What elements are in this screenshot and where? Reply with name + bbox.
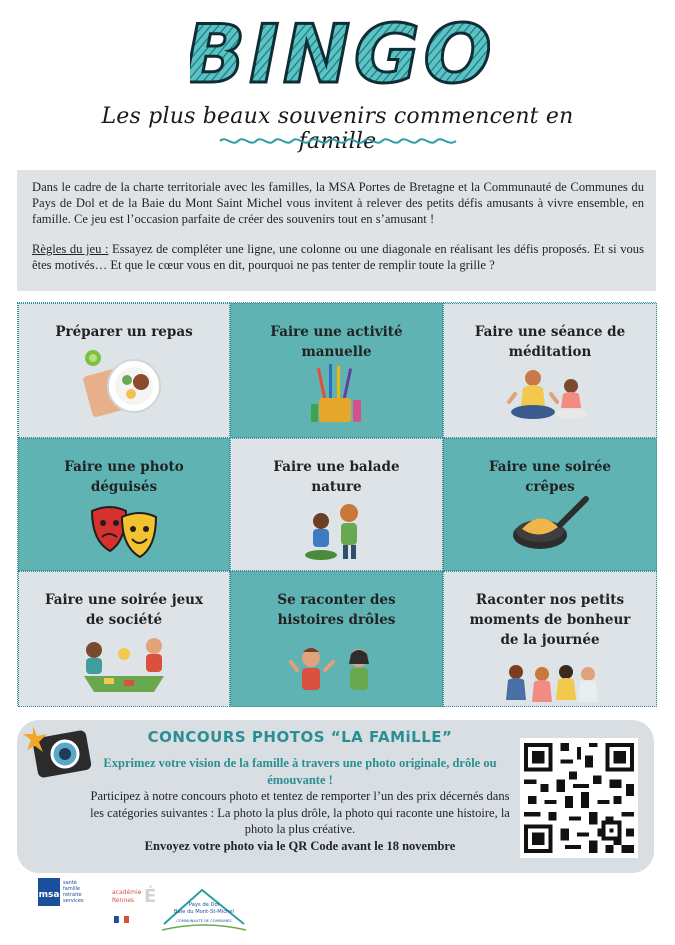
intro-box <box>17 170 656 291</box>
kids-nature-icon <box>301 501 373 563</box>
cell-label: Faire une soirée crêpes <box>488 459 612 495</box>
msa-line: santé <box>63 880 77 886</box>
bingo-cell-nature-walk[interactable] <box>230 438 443 571</box>
cell-label: Faire une soirée jeux de société <box>44 592 204 628</box>
bingo-cell-craft[interactable] <box>230 303 443 438</box>
contest-lead: Exprimez votre vision de la famille à travers une photo originale, drôle ou émouvante ! <box>103 756 497 787</box>
cell-label: Faire une activité manuelle <box>270 324 403 360</box>
rules-paragraph <box>32 241 644 273</box>
qr-code[interactable] <box>520 738 638 858</box>
bingo-title <box>190 12 490 94</box>
svg-text:É: É <box>144 886 157 907</box>
bingo-grid <box>17 302 656 706</box>
msa-line: services <box>63 898 84 904</box>
rules-label: Règles du jeu : <box>32 242 109 256</box>
bingo-cell-costume[interactable] <box>18 438 230 571</box>
theater-masks-icon <box>88 503 160 561</box>
women-chatting-icon <box>500 664 600 706</box>
academie-line: académie <box>112 889 142 896</box>
msa-logo <box>36 872 100 916</box>
camera-icon <box>21 720 93 782</box>
contest-title: CONCOURS PHOTOS “LA FAMiLLE” <box>147 728 453 746</box>
bingo-cell-happy-moments[interactable] <box>443 571 657 707</box>
pays-line: Baie du Mont-St-Michel <box>174 909 234 915</box>
rules-text: Essayez de compléter une ligne, une colonne ou une diagonale en réalisant les défis proposés. Et si vous êtes motivés… Et que le cœur vous en dit, pourquoi ne pas tenter de remplir toute la grille ? <box>32 242 644 272</box>
contest-body: Participez à notre concours photo et tentez de remporter l’un des prix décernés dans les catégories suivantes : La photo la plus drôle, la photo qui raconte une histoire, la photo la plus créative. <box>90 789 510 836</box>
cell-label: Faire une balade nature <box>273 459 400 495</box>
pays-de-dol-logo <box>158 884 250 936</box>
msa-line: famille <box>63 886 80 892</box>
bingo-cell-meditation[interactable] <box>443 303 657 438</box>
kids-talking-icon <box>289 644 385 700</box>
msa-line: retraite <box>63 892 82 898</box>
bingo-cell-meal[interactable] <box>18 303 230 438</box>
meal-plate-icon <box>79 348 169 418</box>
pays-line: COMMUNAUTÉ DE COMMUNES <box>176 919 232 923</box>
cell-label: Faire une photo déguisés <box>64 459 184 495</box>
bingo-cell-funny-stories[interactable] <box>230 571 443 707</box>
contest-cta: Envoyez votre photo via le QR Code avant le 18 novembre <box>144 838 456 853</box>
cell-label: Préparer un repas <box>55 324 193 340</box>
crepe-pan-icon <box>510 491 590 557</box>
cell-label: Faire une séance de méditation <box>474 324 626 360</box>
subtitle: Les plus beaux souvenirs commencent en famille <box>101 104 574 154</box>
cell-label: Se raconter des histoires drôles <box>277 592 396 628</box>
intro-paragraph: Dans le cadre de la charte territoriale avec les familles, la MSA Portes de Bretagne et la Communauté de Communes du Pays de Dol et de la Baie du Mont Saint Michel vous invitent à relever des petits défis amusants à vivre ensemble, en famille. Ce jeu est l’occasion parfaite de créer des souvenirs tout en s’amusant ! <box>32 180 644 226</box>
academie-line: Rennes <box>112 897 135 904</box>
contest-text <box>90 755 510 854</box>
meditation-icon <box>505 368 595 424</box>
bingo-cell-board-games[interactable] <box>18 571 230 707</box>
title-text: BINGO <box>190 12 490 94</box>
pays-line: Pays de Dol <box>188 902 220 908</box>
art-supplies-icon <box>307 360 367 426</box>
bingo-title-art <box>190 12 490 94</box>
cell-label: Raconter nos petits moments de bonheur de la journée <box>469 592 631 648</box>
svg-text:msa: msa <box>38 890 60 900</box>
squiggle-divider <box>218 134 458 148</box>
bingo-cell-crepes[interactable] <box>443 438 657 571</box>
academie-logo <box>98 860 158 930</box>
board-game-icon <box>74 636 174 694</box>
